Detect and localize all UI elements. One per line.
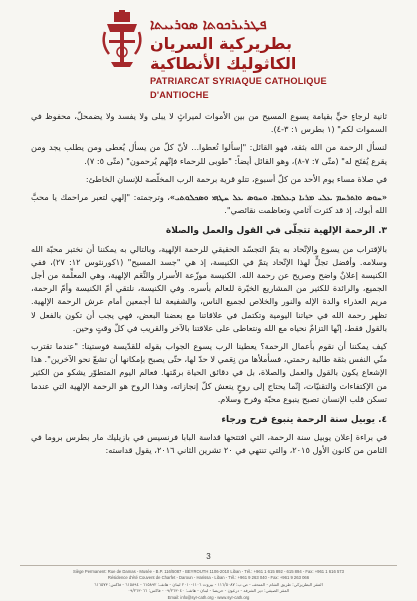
section-heading: ٣. الرحمة الإلهية تتجلّى في القول والعمل والصلاة [165,226,387,237]
footer-address-line: Résidence d'été Couvent de Charfet - Daroun - Harissa - Liban - Tél.: +961 9 263 040 - Fax: +961 9 263 066 [107,575,310,581]
paragraph: ، وترجمته: "إلهي لتعبر مراحمك يا محبَّ الله أبوك، إذ قد كثرت آثامي وتعاظمت نقائصي". [31,192,387,216]
footer-contact-line: Email: info@syr-cath.org - www.syr-cath.org [167,594,250,600]
letter-body [31,110,387,463]
arabic-title: بطريركية السريان الكاثوليك الأنطاكية [150,34,297,73]
patriarchate-emblem-icon [97,10,147,68]
letterhead-text [150,16,350,102]
page-number: 3 [206,552,211,561]
footer-address-line: المقر البطريركي: طريق الشام - المتحف - ص.ب: ١١٦/٥٠٨٧ - بيروت ١١٠٦-٢٠١٠ لبنان - هاتف: ٦١٥٨٩٢ - ٦١٥٨٩٤ - فاكس: ٦١٦٥٧٣ [94,581,323,587]
footer-address-line: Siège Permanent: Rue de Damas - Musée - B.P. 116/5087 - BEYROUTH 1106-2010 Liban - Tél.: +961 1 615 892 - 615 894 - Fax: +961 1 616 573 [73,569,344,574]
syriac-title: ܦܛܪܝܪܟܘܬܐ ܣܘܪܝܝܬܐ [150,17,267,33]
section-heading: ٤. يوبيل سنة الرحمة ينبوع فرح ورجاء [221,415,387,426]
paragraph: كيف يمكننا أن نقوم بأعمال الرحمة؟ يعطينا الرب يسوع الجواب بقوله للقدّيسة فوستينا: "عندما تقترب منّي النفس بثقة طالبة رحمتي، فسأملأها من نِعَمي لا حدّ لها، حتّى يصبح بإمكانها أن تشعّ نحو الآخرين". هذا الإشعاع يكون بالقول والعمل والصلاة، بل في دقائق الحياة برمّتها. فعالم اليوم المتطوّر يشكو من الكثير من الإكتفاءات والتقنيّات، إنّما يحتاج إلى روحٍ ينعش كلّ إنجازاته، وهذا الروح هو الرحمة الإلهية التي عندما تسكن قلب الإنسان تصبح ينبوع محبّة وفرح وسلام. [31,341,387,404]
french-title: PATRIARCAT SYRIAQUE CATHOLIQUE D'ANTIOCHE [150,76,327,100]
paragraph: ثانية لرجاءٍ حيٍّ بقيامة يسوع المسيح من بين الأموات لميراثٍ لا يبلى ولا يفسد ولا يضمحلّ، محفوظ في السموات لكم" (١ بطرس ١: ٣-٤). [31,111,387,135]
footer-address-line: المقر الصيفي: دير الشرفة - درعون - حريصا - لبنان - هاتف: ٠٩/٢٦٣٠٤٠ - فاكس: ٠٩/٢٦٣٠٦٦ [127,588,290,594]
paragraph: لنسأل الرحمة من الله بثقة، فهو القائل: "إسألوا تُعطوا... لأنّ كلّ من يسأل يُعطى ومن يطلب يجد ومن يقرع يُفتَح له" (متّى ٧: ٧-٨)، وهو القائل أيضاً: "طوبى للرحماء فإنّهم يُرحمون" (متّى ٥: ٧). [31,142,387,166]
letterhead-footer [20,565,397,601]
paragraph: في صلاة مساء يوم الأحد من كلّ أسبوع، تتلو قرية برحمة الرب المخلّصة للإنسان الخاطئ: [85,173,387,184]
paragraph: في براءة إعلان يوبيل سنة الرحمة، التي افتتحها قداسة البابا فرنسيس في بازيليك مار بطرس بروما في الثامن من كانون الأول ٢٠١٥، والتي تنتهي في ٢٠ تشرين الثاني ٢٠١٦، يقول قداسته: [31,432,387,456]
paragraph: بالإقتراب من يسوع والإتّحاد به يتمّ التجسّد الحقيقي للرحمة الإلهية، وبالتالي به يمكننا أن نختبر محبّة الله وسلامه. وأفضل تجلٍّ لهذا الإتّحاد يتمّ في الكنيسة، إذ هي "جسد المسيح" (١كورنثوس ١٢: ٢٧)، ففي الكنيسة إعلانٌ واضح وصريح عن رحمة الله. الكنيسة موزّعة الأسرار والنِّعَم الإلهية، وهي المعلِّمة من أجل الجميع، والرائدة للكثير من المشاريع الخيّرة للعالم بأسره. وفي الكنيسة، نلتقي أمّ الكنيسة وأمّ الرحمة، مريم العذراء والدة الإله والنور والخلاص لجميع الناس، والشفيعة لنا أجمعين أمام عرش الرحمة الإلهية. تظهر رحمة الله في حياتنا اليومية وتكتمل في علاقاتنا مع بعضنا البعض، فهي يجب أن تكون بالفعل لا بالقول فقط، إنّها التزامٌ نحياه مع الله ونتعاطى على علاقتنا بالآخر والقريب في كلّ وقتٍ وحين. [31,243,387,333]
letterhead [0,6,417,98]
syriac-quote: «ܚܘܣ ܘܐܬܪܚܡ ܥܠܝ ܡܪܝܐ ܕܥܠܡܐ، ܘܚܘܣ ܥܠ ܚܛܗܝ ܘܣܟܠܘܬܝ» [169,192,387,203]
